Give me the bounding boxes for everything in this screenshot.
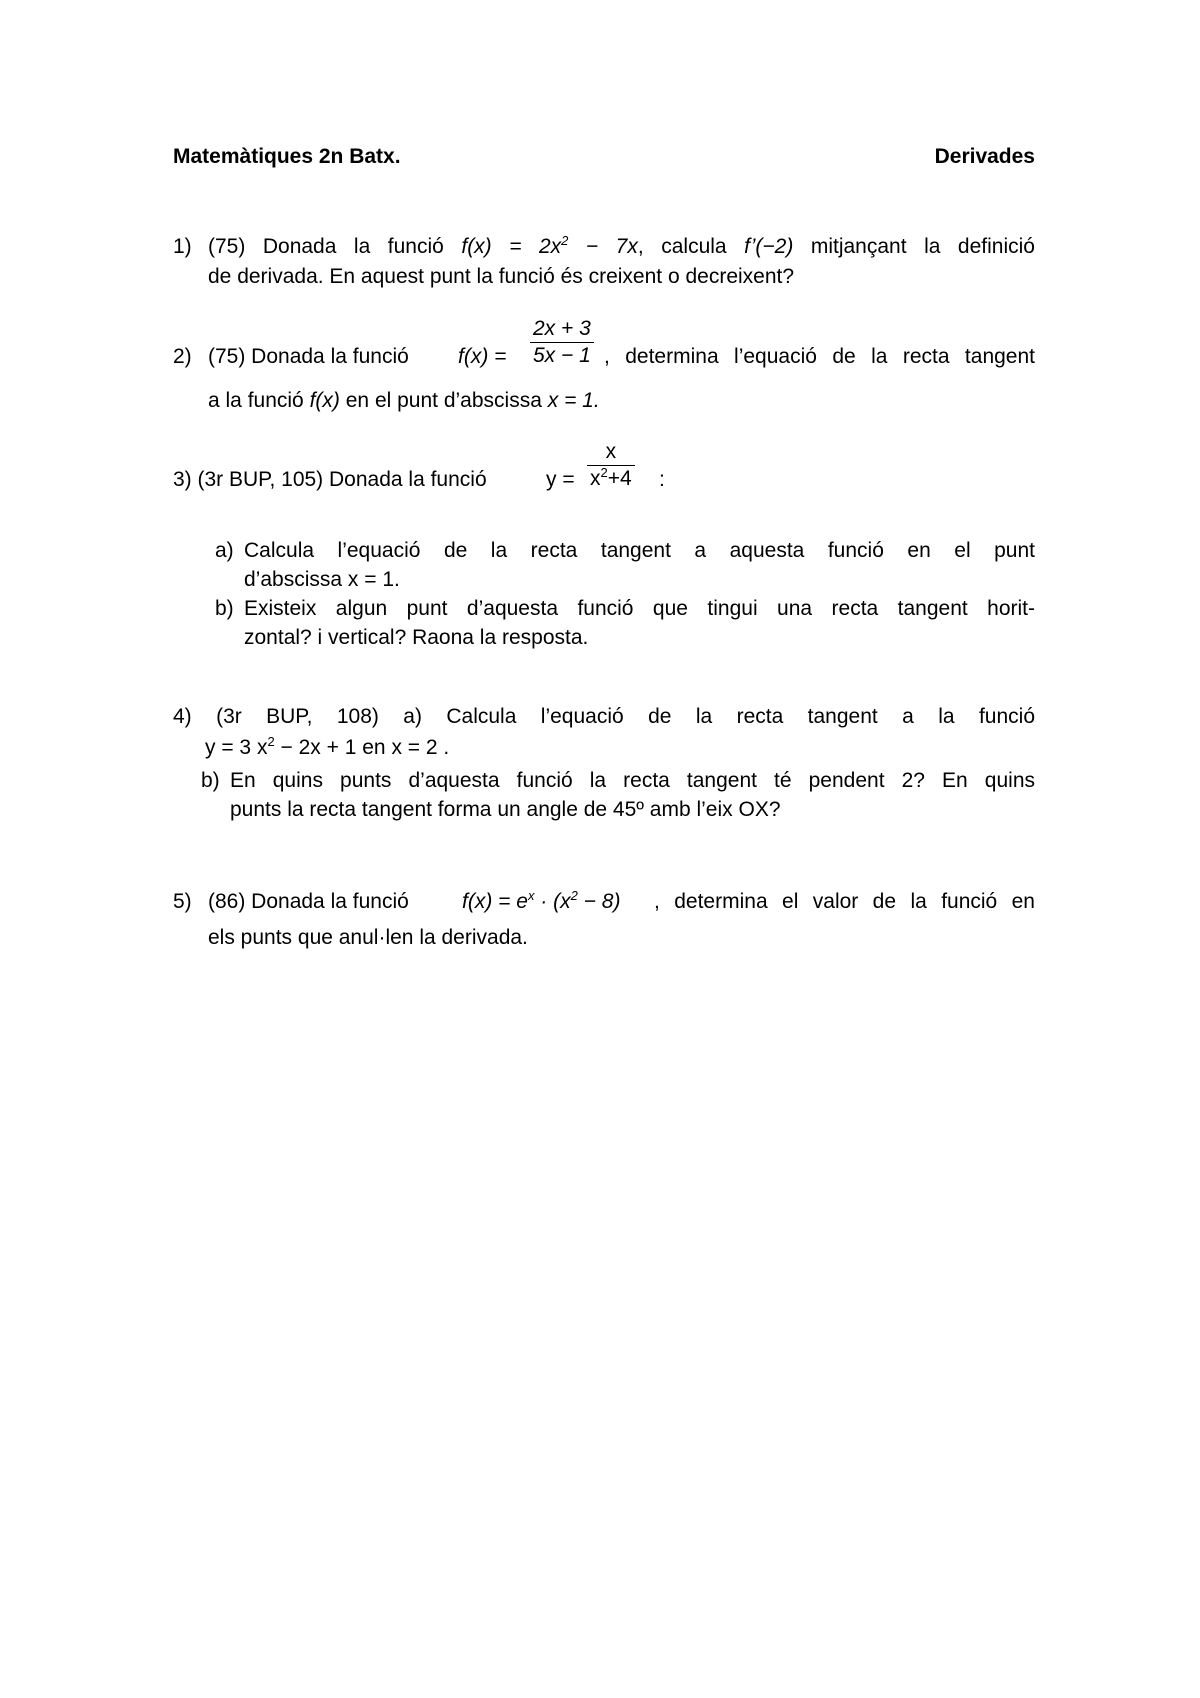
problem-4b-label: b): [201, 769, 220, 792]
problem-5-line-2: els punts que anul·len la derivada.: [208, 926, 528, 949]
problem-2-numerator: 2x + 3: [530, 317, 594, 343]
problem-2-denominator: 5x − 1: [533, 344, 591, 367]
problem-4-line-1: 4) (3r BUP, 108) a) Calcula l’equació de la recta tangent a la funció: [173, 705, 1035, 728]
problem-3-line-1: [173, 440, 673, 532]
problem-5-number: 5): [173, 890, 192, 913]
problem-1-intro-end: mitjançant la definició: [810, 235, 1035, 258]
problem-5-intro-end: , determina el valor de la funció en: [654, 890, 1035, 913]
problem-2-line-2: a la funció f(x) en el punt d’abscissa x = 1.: [208, 389, 600, 412]
course-title: Matemàtiques 2n Batx.: [173, 145, 401, 168]
problem-4b-line-2: punts la recta tangent forma un angle de 45º amb l’eix OX?: [230, 798, 781, 821]
problem-4b-line-1: En quins punts d’aquesta funció la recta tangent té pendent 2? En quins: [230, 769, 1035, 792]
problem-2-number: 2): [173, 345, 192, 368]
problem-3-denominator: $x^2+4$: [590, 465, 632, 490]
problem-5-intro: (86) Donada la funció: [208, 890, 409, 913]
problem-3-numerator: x: [587, 440, 635, 466]
problem-1-line-1: [208, 234, 1035, 260]
problem-3-fraction: [587, 440, 635, 491]
problem-1-intro: (75) Donada la funció: [208, 235, 444, 258]
problem-3b-line-1: Existeix algun punt d’aquesta funció que tingui una recta tangent horit-: [244, 597, 1035, 620]
problem-2-x-value: x = 1.: [547, 389, 600, 412]
problem-2-line-1: [208, 317, 1035, 397]
problem-1-function: $f(x) = 2x^2 - 7x$, calcula: [461, 233, 727, 258]
problem-3a-label: a): [215, 539, 234, 562]
problem-1-line-2: de derivada. En aquest punt la funció és creixent o decreixent?: [208, 265, 795, 288]
problem-3b-label: b): [215, 597, 234, 620]
problem-1-number: 1): [173, 235, 192, 258]
problem-2-intro-end: , determina l’equació de la recta tangent: [604, 345, 1035, 368]
problem-2-function-lhs: f(x) =: [458, 345, 507, 368]
topic-title: Derivades: [934, 145, 1035, 168]
problem-3b-line-2: zontal? i vertical? Raona la resposta.: [244, 626, 589, 649]
problem-3a-line-2: d’abscissa x = 1.: [244, 568, 400, 591]
problem-5-function: $f(x) = e^x \cdot (x^2 - 8)$: [462, 888, 621, 913]
problem-3-y-equals: y =: [546, 468, 575, 491]
problem-3a-line-1: Calcula l’equació de la recta tangent a aquesta funció en el punt: [244, 539, 1035, 562]
problem-2-fx: f(x): [309, 389, 340, 412]
problem-1-derivative-point: f’(−2): [744, 235, 794, 258]
problem-4-line-2: y = 3 $x^2 - 2x + 1$ en x = 2 .: [205, 734, 450, 759]
problem-2-fraction: [530, 317, 594, 368]
problem-2-intro: (75) Donada la funció: [208, 345, 409, 368]
problem-3-colon: :: [659, 468, 665, 491]
problem-3-intro: 3) (3r BUP, 105) Donada la funció: [173, 468, 487, 491]
